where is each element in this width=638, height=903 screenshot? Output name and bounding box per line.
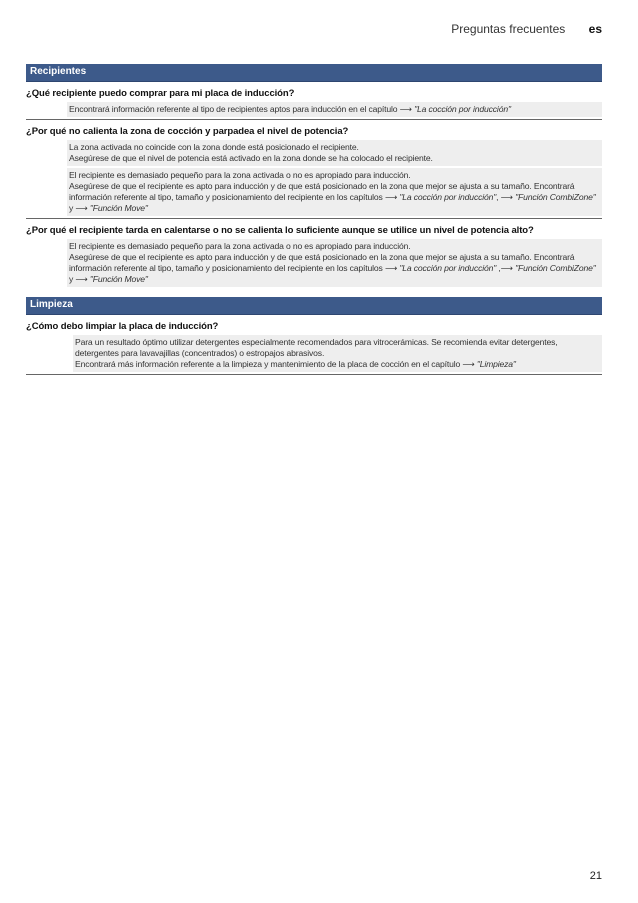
faq-content [26, 64, 602, 375]
question-3: ¿Por qué el recipiente tarda en calentarse o no se calienta lo suficiente aunque se utilice un nivel de potencia alto? [26, 225, 534, 236]
answer-solution: Asegúrese de que el recipiente es apto para inducción y de que está posicionado en la zona que mejor se ajusta a su tamaño. Encontrará información referente al tipo, tamaño y posicionamiento del recipiente en los capítulos ⟶ "La cocción por inducción", ⟶ "Función CombiZone" y ⟶ "Función Move" [69, 181, 596, 213]
answer-list-3 [67, 239, 602, 287]
arrow-icon: ⟶ [384, 263, 398, 273]
answer-list-2 [67, 140, 602, 216]
answer-cause: La zona activada no coincide con la zona donde está posicionado el recipiente. [69, 142, 359, 152]
answer-2-2 [67, 168, 602, 216]
chapter-reference: "La cocción por inducción" [399, 263, 497, 273]
arrow-icon: ⟶ [500, 192, 513, 202]
header-language: es [588, 22, 602, 36]
arrow-icon: ⟶ [462, 359, 475, 369]
divider [26, 374, 602, 375]
question-1: ¿Qué recipiente puedo comprar para mi placa de inducción? [26, 88, 295, 99]
page-header [451, 22, 602, 36]
answer-cause: El recipiente es demasiado pequeño para la zona activada o no es apropiado para inducción. [69, 170, 411, 180]
chapter-reference: "Función CombiZone" [515, 263, 596, 273]
arrow-icon: ⟶ [399, 104, 412, 114]
arrow-icon: ⟶ [500, 263, 513, 273]
chapter-reference: "La cocción por inducción" [399, 192, 497, 202]
section-header-recipientes: Recipientes [26, 64, 602, 82]
page-number: 21 [589, 870, 602, 882]
answer-text: Encontrará información referente al tipo de recipientes aptos para inducción en el capítulo [69, 104, 400, 114]
answer-solution: Asegúrese de que el nivel de potencia está activado en la zona donde se ha colocado el recipiente. [69, 153, 433, 163]
answer-cause: Para un resultado óptimo utilizar detergentes especialmente recomendados para vitrocerámicas. Se recomienda evitar detergentes, detergentes para lavavajillas (concentrados) o estropajos abrasivos. [75, 337, 558, 358]
question-2: ¿Por qué no calienta la zona de cocción y parpadea el nivel de potencia? [26, 126, 349, 137]
chapter-reference: "Función CombiZone" [515, 192, 596, 202]
arrow-icon: ⟶ [75, 274, 88, 284]
arrow-icon: ⟶ [75, 203, 88, 213]
section-header-limpieza: Limpieza [26, 297, 602, 315]
chapter-reference: "Función Move" [89, 203, 148, 213]
chapter-reference: "Función Move" [89, 274, 148, 284]
answer-4-1 [73, 335, 602, 372]
chapter-reference: "La cocción por inducción" [414, 104, 511, 114]
divider [26, 119, 602, 120]
question-4: ¿Cómo debo limpiar la placa de inducción? [26, 321, 219, 332]
chapter-reference: "Limpieza" [476, 359, 516, 369]
divider [26, 218, 602, 219]
arrow-icon: ⟶ [384, 192, 398, 202]
answer-list-1 [67, 102, 602, 117]
answer-1-1 [67, 102, 602, 117]
answer-2-1 [67, 140, 602, 166]
answer-cause: El recipiente es demasiado pequeño para la zona activada o no es apropiado para inducción. [69, 241, 411, 251]
answer-list-4 [73, 335, 602, 372]
answer-solution: Asegúrese de que el recipiente es apto para inducción y de que está posicionado en la zona que mejor se ajusta a su tamaño. Encontrará información referente al tipo, tamaño y posicionamiento del recipiente en los capítulos ⟶ "La cocción por inducción" ,⟶ "Función CombiZone" y ⟶ "Función Move" [69, 252, 596, 284]
answer-solution: Encontrará más información referente a la limpieza y mantenimiento de la placa de cocción en el capítulo ⟶ "Limpieza" [75, 359, 516, 369]
header-section-title: Preguntas frecuentes [451, 22, 566, 36]
answer-3-1 [67, 239, 602, 287]
